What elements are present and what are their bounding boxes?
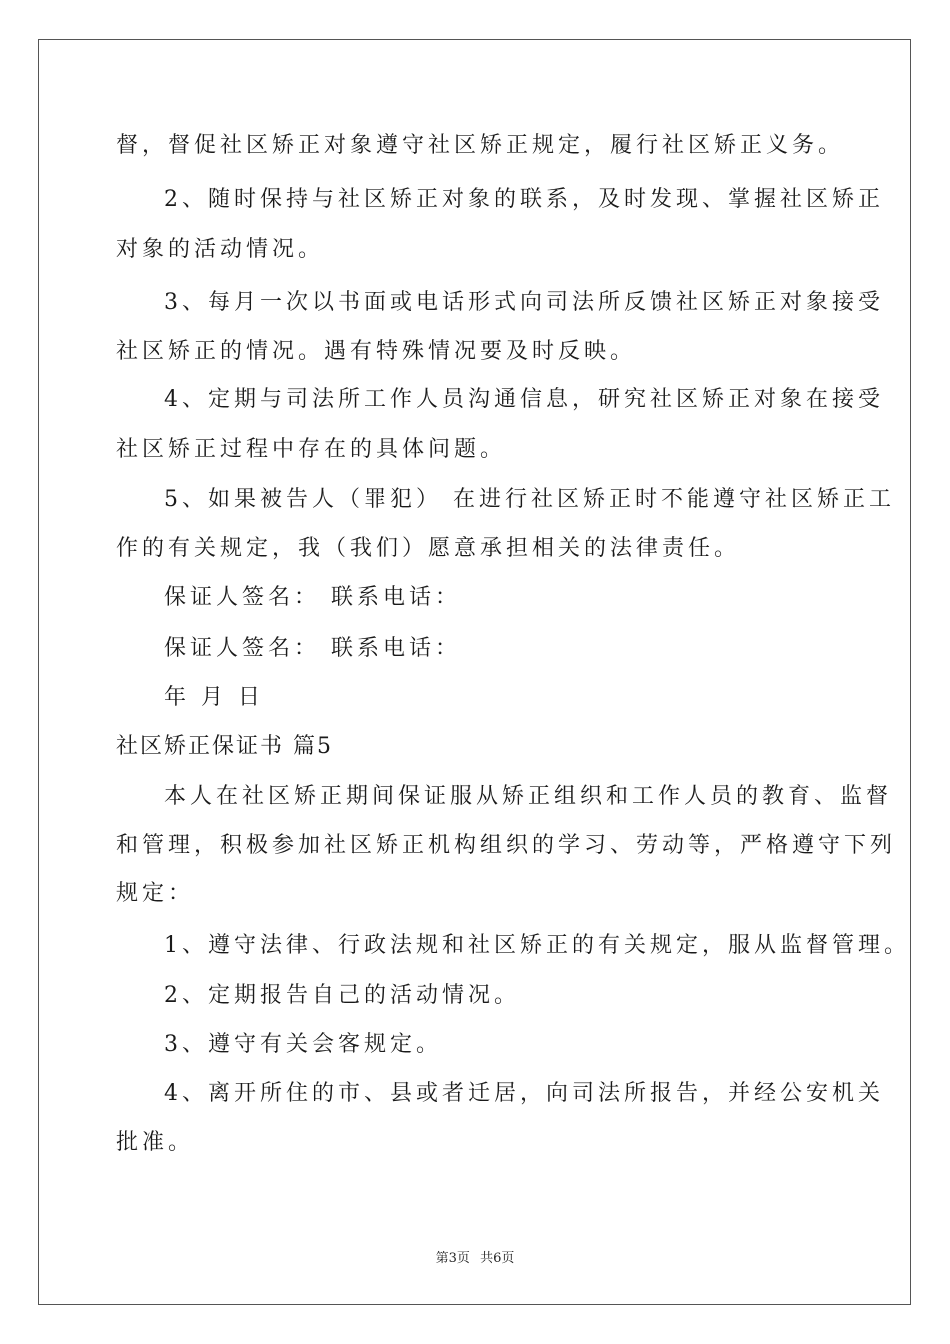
text-line: 1、遵守法律、行政法规和社区矫正的有关规定，服从监督管理。: [164, 933, 910, 958]
text-line: 2、定期报告自己的活动情况。: [164, 983, 520, 1008]
text-line: 作的有关规定，我（我们）愿意承担相关的法律责任。: [116, 536, 741, 561]
text-line: 3、遵守有关会客规定。: [164, 1032, 442, 1057]
text-line: 本人在社区矫正期间保证服从矫正组织和工作人员的教育、监督: [164, 784, 893, 809]
text-line: 5、如果被告人（罪犯） 在进行社区矫正时不能遵守社区矫正工: [164, 487, 895, 512]
text-line: 2、随时保持与社区矫正对象的联系，及时发现、掌握社区矫正: [164, 187, 884, 212]
page-footer: [0, 1247, 950, 1266]
text-line: 规定：: [116, 881, 195, 906]
text-line: 对象的活动情况。: [116, 237, 325, 262]
text-line: 4、离开所住的市、县或者迁居，向司法所报告，并经公安机关: [164, 1081, 884, 1106]
section-heading: 社区矫正保证书 篇5: [116, 734, 333, 759]
text-line: 社区矫正的情况。遇有特殊情况要及时反映。: [116, 339, 637, 364]
text-line: 社区矫正过程中存在的具体问题。: [116, 437, 507, 462]
text-line: 3、每月一次以书面或电话形式向司法所反馈社区矫正对象接受: [164, 290, 884, 315]
text-line: 4、定期与司法所工作人员沟通信息，研究社区矫正对象在接受: [164, 387, 884, 412]
signature-line: 保证人签名： 联系电话：: [164, 585, 461, 610]
date-line: 年 月 日: [164, 685, 264, 710]
text-line: 督，督促社区矫正对象遵守社区矫正规定，履行社区矫正义务。: [116, 133, 845, 158]
text-line: 批准。: [116, 1130, 195, 1155]
page-frame: [38, 39, 911, 1305]
signature-line: 保证人签名： 联系电话：: [164, 636, 461, 661]
page-total: 共6页: [480, 1251, 515, 1266]
page-number: 第3页: [435, 1251, 470, 1266]
text-line: 和管理，积极参加社区矫正机构组织的学习、劳动等，严格遵守下列: [116, 833, 897, 858]
